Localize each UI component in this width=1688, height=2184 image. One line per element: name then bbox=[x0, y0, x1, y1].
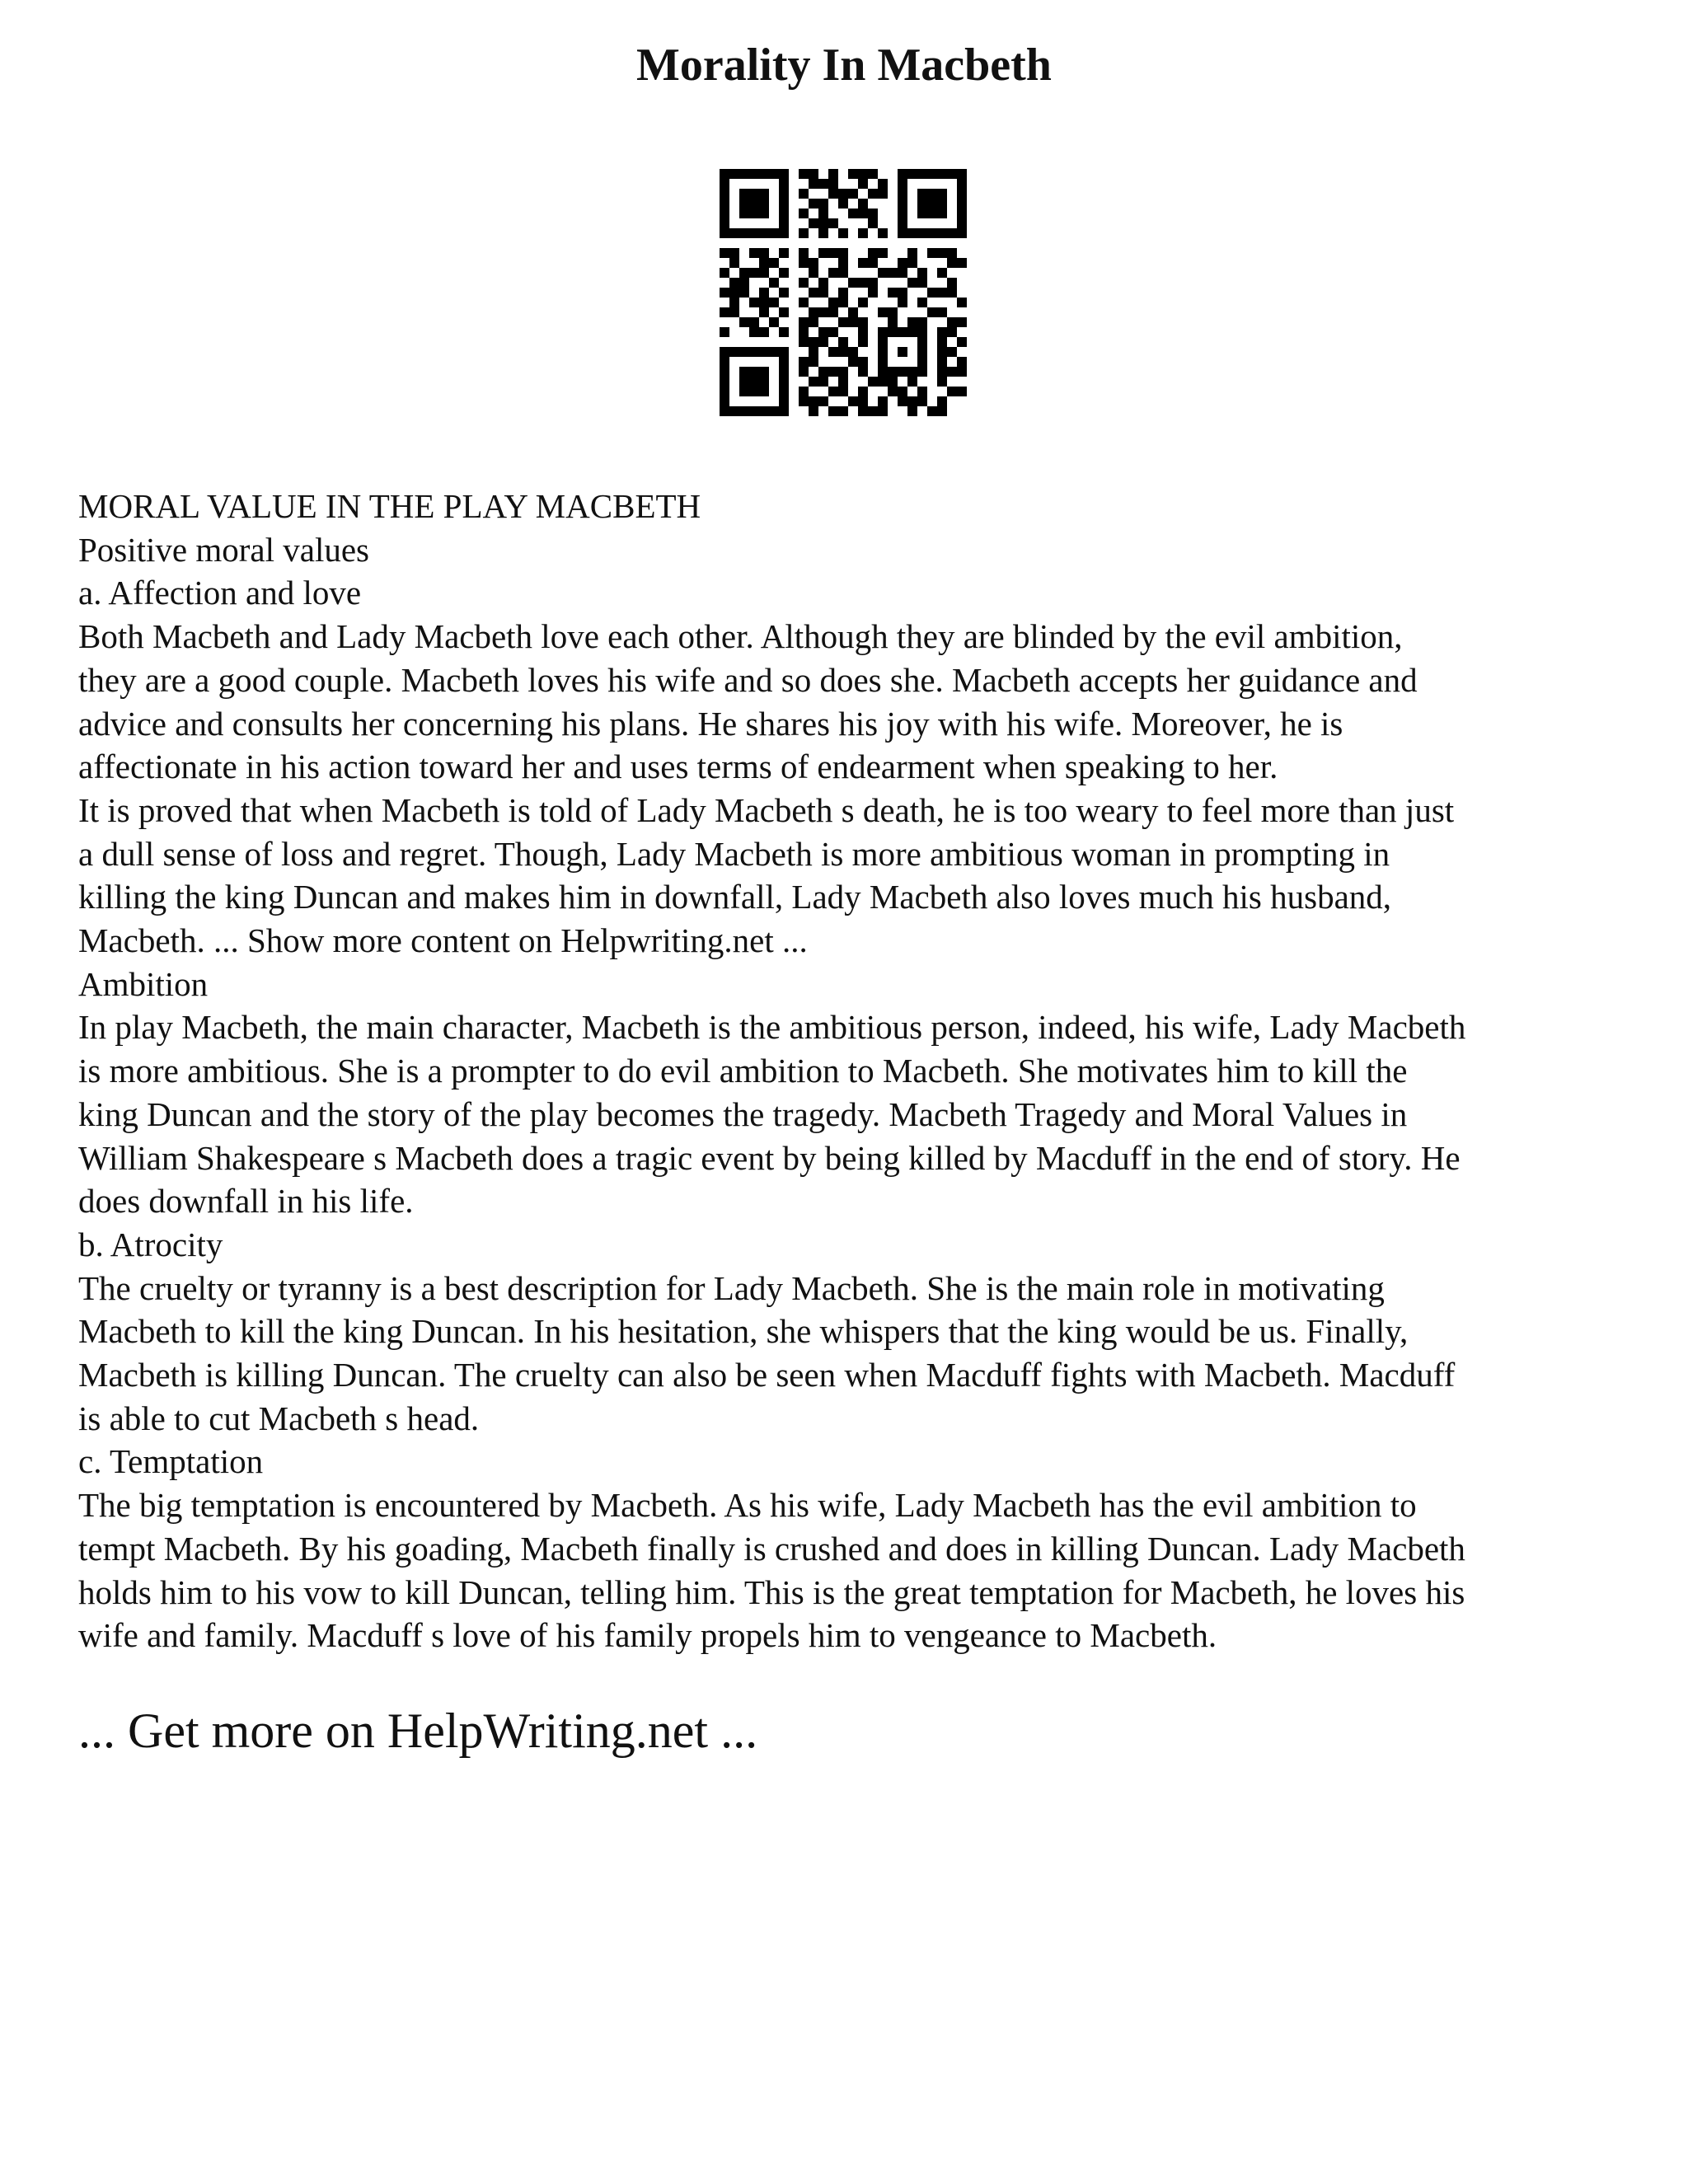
section-heading: MORAL VALUE IN THE PLAY MACBETH bbox=[78, 487, 701, 525]
body-line: tempt Macbeth. By his goading, Macbeth finally is crushed and does in killing Duncan. Lady Macbeth bbox=[78, 1529, 1465, 1568]
document-body bbox=[78, 485, 1628, 1657]
subsection-heading: Ambition bbox=[78, 964, 209, 1003]
body-line: a dull sense of loss and regret. Though, Lady Macbeth is more ambitious woman in prompting in bbox=[78, 834, 1390, 873]
body-line: holds him to his vow to kill Duncan, telling him. This is the great temptation for Macbeth, he loves his bbox=[78, 1572, 1465, 1611]
get-more-link[interactable]: ... Get more on HelpWriting.net ... bbox=[78, 1704, 758, 1758]
body-line: is able to cut Macbeth s head. bbox=[78, 1399, 480, 1437]
body-line: Both Macbeth and Lady Macbeth love each other. Although they are blinded by the evil ambition, bbox=[78, 617, 1403, 656]
show-more-line: Macbeth. ... Show more content on Helpwriting.net ... bbox=[78, 921, 808, 960]
body-line: wife and family. Macduff s love of his family propels him to vengeance to Macbeth. bbox=[78, 1616, 1217, 1655]
body-line: killing the king Duncan and makes him in downfall, Lady Macbeth also loves much his husband, bbox=[78, 878, 1392, 916]
body-line: advice and consults her concerning his plans. He shares his joy with his wife. Moreover, he is bbox=[78, 704, 1343, 743]
body-line: Macbeth to kill the king Duncan. In his hesitation, she whispers that the king would be us. Finally, bbox=[78, 1312, 1409, 1351]
body-line: they are a good couple. Macbeth loves his wife and so does she. Macbeth accepts her guidance and bbox=[78, 660, 1418, 699]
body-line: is more ambitious. She is a prompter to do evil ambition to Macbeth. She motivates him to kill the bbox=[78, 1052, 1408, 1090]
body-line: The cruelty or tyranny is a best description for Lady Macbeth. She is the main role in motivating bbox=[78, 1268, 1385, 1307]
subsection-heading: c. Temptation bbox=[78, 1442, 264, 1481]
body-line: does downfall in his life. bbox=[78, 1182, 414, 1221]
subsection-heading: b. Atrocity bbox=[78, 1225, 223, 1263]
body-line: William Shakespeare s Macbeth does a tragic event by being killed by Macduff in the end of story. He bbox=[78, 1138, 1461, 1177]
qr-code-icon bbox=[720, 169, 967, 416]
subsection-heading: a. Affection and love bbox=[78, 574, 362, 612]
body-line: In play Macbeth, the main character, Macbeth is the ambitious person, indeed, his wife, Lady Macbeth bbox=[78, 1008, 1466, 1047]
body-line: The big temptation is encountered by Macbeth. As his wife, Lady Macbeth has the evil ambition to bbox=[78, 1486, 1417, 1525]
document-title: Morality In Macbeth bbox=[636, 40, 1052, 91]
body-line: affectionate in his action toward her and uses terms of endearment when speaking to her. bbox=[78, 748, 1278, 786]
body-line: Macbeth is killing Duncan. The cruelty can also be seen when Macduff fights with Macbeth. Macduff bbox=[78, 1356, 1456, 1394]
subsection-heading: Positive moral values bbox=[78, 530, 370, 569]
body-line: It is proved that when Macbeth is told of Lady Macbeth s death, he is too weary to feel more than just bbox=[78, 790, 1455, 829]
body-line: king Duncan and the story of the play becomes the tragedy. Macbeth Tragedy and Moral Values in bbox=[78, 1094, 1408, 1133]
